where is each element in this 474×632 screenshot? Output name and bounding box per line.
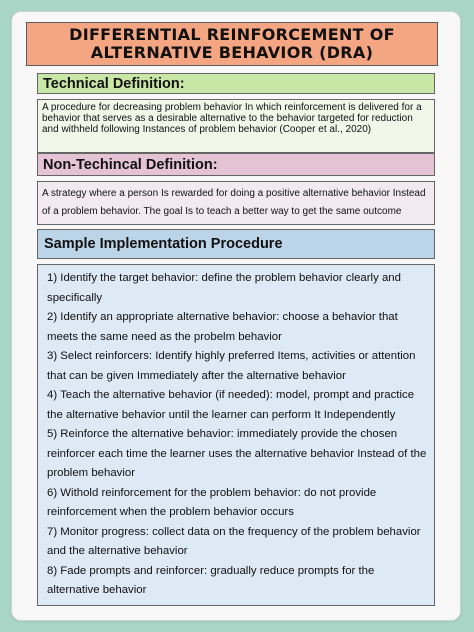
- procedure-step: 8) Fade prompts and reinforcer: gradually reduce prompts for the alternative behavior: [47, 564, 375, 596]
- procedure-step: 2) Identify an appropriate alternative behavior: choose a behavior that meets the same need as the probelm behavior: [47, 311, 398, 343]
- procedure-step: 6) Withold reinforcement for the problem behavior: do not provide reinforcement when the problem behavior occurs: [47, 486, 377, 518]
- non-technical-definition-heading: Non-Techincal Definition:: [37, 153, 435, 176]
- non-technical-definition-text: A strategy where a person Is rewarded for doing a positive alternative behavior Instead of a problem behavior. The goal Is to teach a better way to get the same outcome: [37, 181, 435, 225]
- procedure-step: 4) Teach the alternative behavior (if needed): model, prompt and practice the alternative behavior until the learner can perform It Independently: [47, 389, 415, 421]
- technical-definition-text: A procedure for decreasing problem behavior In which reinforcement is delivered for a behavior that serves as a desirable alternative to the behavior targeted for reduction and withheld following Instances of problem behavior (Cooper et al., 2020): [37, 99, 435, 153]
- procedure-steps-list: [47, 269, 428, 601]
- procedure-steps-box: [37, 264, 435, 606]
- procedure-step: 7) Monitor progress: collect data on the frequency of the problem behavior and the alternative behavior: [47, 525, 421, 557]
- technical-definition-heading: Technical Definition:: [37, 73, 435, 94]
- procedure-step: 5) Reinforce the alternative behavior: immediately provide the chosen reinforcer each time the learner uses the alternative behavior Instead of the problem behavior: [47, 428, 427, 479]
- procedure-step: 3) Select reinforcers: Identify highly preferred Items, activities or attention that can be given Immediately after the alternative behavior: [47, 350, 416, 382]
- page-title: DIFFERENTIAL REINFORCEMENT OF ALTERNATIVE BEHAVIOR (DRA): [69, 25, 395, 62]
- title-banner: [26, 22, 438, 66]
- procedure-step: 1) Identify the target behavior: define the problem behavior clearly and specifically: [47, 272, 401, 304]
- procedure-heading: Sample Implementation Procedure: [37, 229, 435, 259]
